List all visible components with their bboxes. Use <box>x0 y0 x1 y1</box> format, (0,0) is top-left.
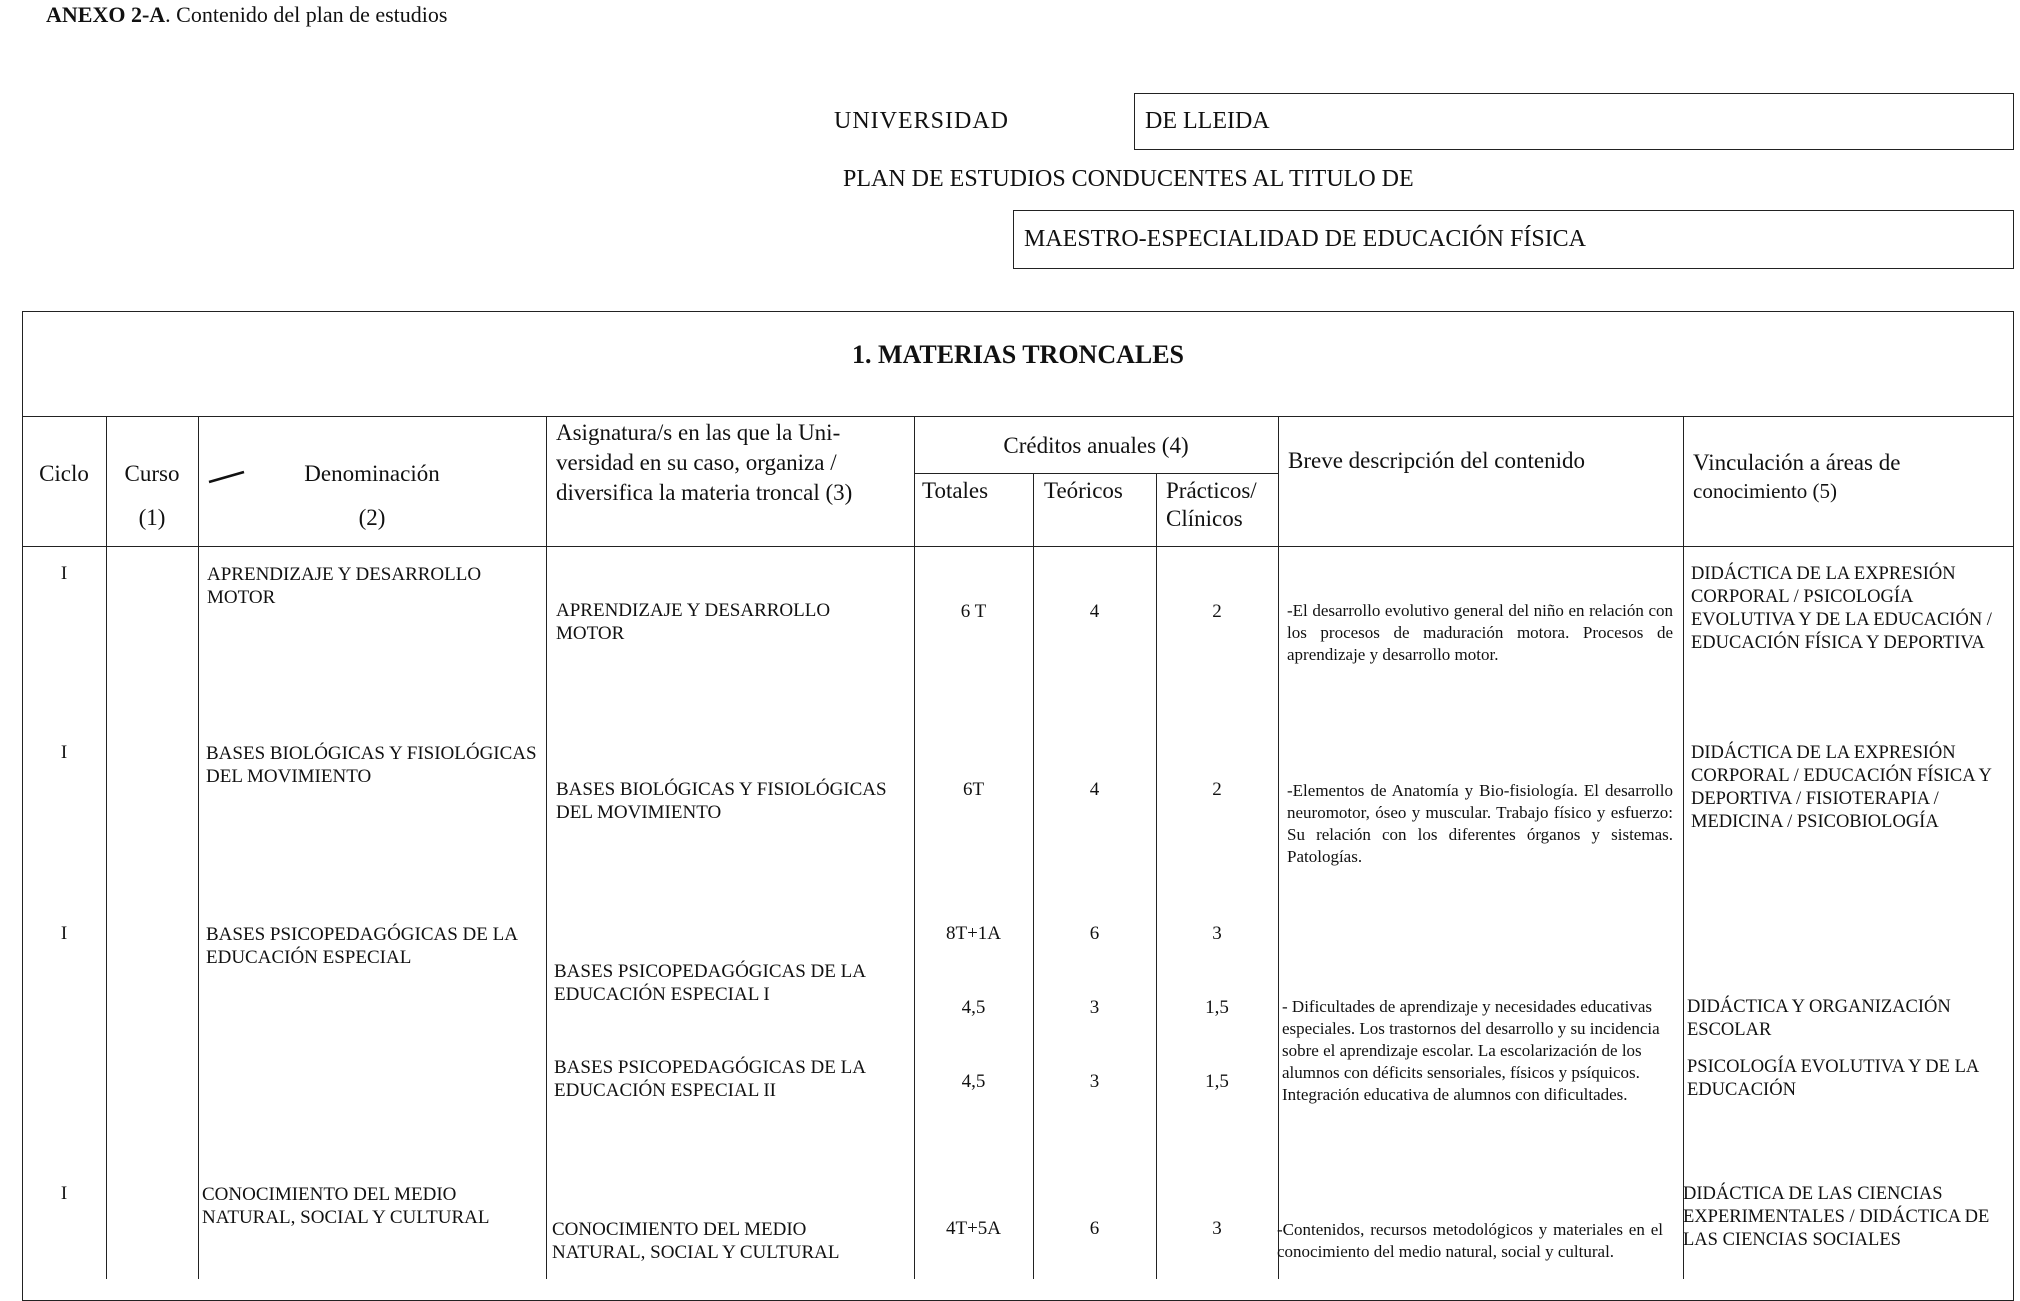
row2-areas: DIDÁCTICA DE LA EXPRESIÓN CORPORAL / EDUCACIÓN FÍSICA Y DEPORTIVA / FISIOTERAPIA / MEDICINA / PSICOBIOLOGÍA <box>1691 743 1992 832</box>
credits-divider <box>914 473 1278 474</box>
row2-ciclo: I <box>60 742 68 763</box>
annex-title: ANEXO 2-A. Contenido del plan de estudios <box>46 2 448 27</box>
row3-practicos: 3 <box>1212 923 1222 944</box>
row3-sub1-totales: 4,5 <box>961 997 986 1018</box>
row3-denominacion: BASES PSICOPEDAGÓGICAS DE LA EDUCACIÓN ESPECIAL <box>206 924 517 968</box>
col-teoricos: Teóricos <box>1044 478 1123 503</box>
row3-totales: 8T+1A <box>945 923 1002 944</box>
row2-totales: 6T <box>962 779 985 800</box>
row2-descripcion: -Elementos de Anatomía y Bio-fisiología. El desarrollo neuromotor, óseo y muscular. Trabajo físico y esfuerzo: Su relación con los diferentes órganos y sistemas. Patologías. <box>1287 781 1673 866</box>
row4-practicos: 3 <box>1212 1218 1222 1239</box>
row4-teoricos: 6 <box>1089 1218 1100 1239</box>
row1-denominacion: APRENDIZAJE Y DESARROLLO MOTOR <box>207 564 482 608</box>
row2-asignatura: BASES BIOLÓGICAS Y FISIOLÓGICAS DEL MOVIMIENTO <box>556 779 887 823</box>
row2-practicos: 2 <box>1212 779 1222 800</box>
row1-asignatura: APRENDIZAJE Y DESARROLLO MOTOR <box>556 600 831 644</box>
col-curso-note: (1) <box>138 505 166 530</box>
section-title: 1. MATERIAS TRONCALES <box>851 340 1185 369</box>
column-divider <box>106 416 107 1279</box>
row4-ciclo: I <box>60 1183 68 1204</box>
col-ciclo: Ciclo <box>39 461 89 486</box>
row3-area-2: PSICOLOGÍA EVOLUTIVA Y DE LA EDUCACIÓN <box>1687 1057 1979 1100</box>
col-denominacion-note: (2) <box>358 505 386 530</box>
column-divider <box>1033 473 1034 1279</box>
row3-sub2-teoricos: 3 <box>1089 1071 1100 1092</box>
column-divider <box>1683 416 1684 1279</box>
row3-teoricos: 6 <box>1089 923 1100 944</box>
col-asignatura-l3: diversifica la materia troncal (3) <box>556 480 853 505</box>
row3-sub1-practicos: 1,5 <box>1205 997 1229 1018</box>
degree-title-field: MAESTRO-ESPECIALIDAD DE EDUCACIÓN FÍSICA <box>1013 210 2014 269</box>
column-divider <box>914 416 915 1279</box>
col-clinicos: Clínicos <box>1166 506 1243 531</box>
table-divider <box>22 416 2014 417</box>
university-label: UNIVERSIDAD <box>834 108 1009 134</box>
col-totales: Totales <box>922 478 989 503</box>
row2-teoricos: 4 <box>1089 779 1100 800</box>
row3-sub2-asignatura: BASES PSICOPEDAGÓGICAS DE LA EDUCACIÓN ESPECIAL II <box>554 1057 865 1101</box>
col-curso: Curso <box>124 461 180 486</box>
row3-descripcion: - Dificultades de aprendizaje y necesidades educativas especiales. Los trastornos del desarrollo y su incidencia sobre el aprendizaje escolar. La escolarización de los alumnos con déficits sensoriales, físicos y psíquicos. Integración educativa de alumnos con dificultades. <box>1282 997 1660 1104</box>
col-practicos: Prácticos/ <box>1166 478 1257 503</box>
row3-area-1: DIDÁCTICA Y ORGANIZACIÓN ESCOLAR <box>1687 997 1951 1040</box>
col-descripcion: Breve descripción del contenido <box>1288 448 1585 473</box>
row4-asignatura: CONOCIMIENTO DEL MEDIO NATURAL, SOCIAL Y CULTURAL <box>552 1219 840 1263</box>
row1-descripcion: -El desarrollo evolutivo general del niño en relación con los procesos de maduración motora. Procesos de aprendizaje y desarrollo motor. <box>1287 601 1673 664</box>
row1-practicos: 2 <box>1212 601 1222 622</box>
row4-totales: 4T+5A <box>945 1218 1002 1239</box>
row2-denominacion: BASES BIOLÓGICAS Y FISIOLÓGICAS DEL MOVIMIENTO <box>206 743 537 787</box>
row4-descripcion: -Contenidos, recursos metodológicos y materiales en el conocimiento del medio natural, social y cultural. <box>1277 1220 1663 1261</box>
column-divider <box>546 416 547 1279</box>
column-divider <box>198 416 199 1279</box>
col-denominacion: Denominación <box>304 461 440 486</box>
row4-areas: DIDÁCTICA DE LAS CIENCIAS EXPERIMENTALES / DIDÁCTICA DE LAS CIENCIAS SOCIALES <box>1683 1184 1990 1250</box>
column-divider <box>1278 416 1279 1279</box>
col-asignatura-l1: Asignatura/s en las que la Uni- <box>556 420 841 445</box>
row3-sub2-practicos: 1,5 <box>1205 1071 1229 1092</box>
col-vinculacion-l2: conocimiento (5) <box>1693 479 1838 503</box>
col-creditos: Créditos anuales (4) <box>1003 433 1189 458</box>
col-vinculacion-l1: Vinculación a áreas de <box>1693 450 1901 475</box>
row3-sub2-totales: 4,5 <box>961 1071 986 1092</box>
row1-areas: DIDÁCTICA DE LA EXPRESIÓN CORPORAL / PSICOLOGÍA EVOLUTIVA Y DE LA EDUCACIÓN / EDUCACIÓN FÍSICA Y DEPORTIVA <box>1691 564 1992 653</box>
header-divider <box>22 546 2014 547</box>
col-asignatura-l2: versidad en su caso, organiza / <box>556 450 837 475</box>
plan-label: PLAN DE ESTUDIOS CONDUCENTES AL TITULO DE <box>843 166 1414 192</box>
row1-totales: 6 T <box>960 601 987 622</box>
row3-ciclo: I <box>60 923 68 944</box>
row4-denominacion: CONOCIMIENTO DEL MEDIO NATURAL, SOCIAL Y CULTURAL <box>202 1184 490 1228</box>
row3-sub1-teoricos: 3 <box>1089 997 1100 1018</box>
university-field: DE LLEIDA <box>1134 93 2014 150</box>
row3-sub1-asignatura: BASES PSICOPEDAGÓGICAS DE LA EDUCACIÓN ESPECIAL I <box>554 961 865 1005</box>
row1-ciclo: I <box>60 563 68 584</box>
column-divider <box>1156 473 1157 1279</box>
row1-teoricos: 4 <box>1089 601 1100 622</box>
